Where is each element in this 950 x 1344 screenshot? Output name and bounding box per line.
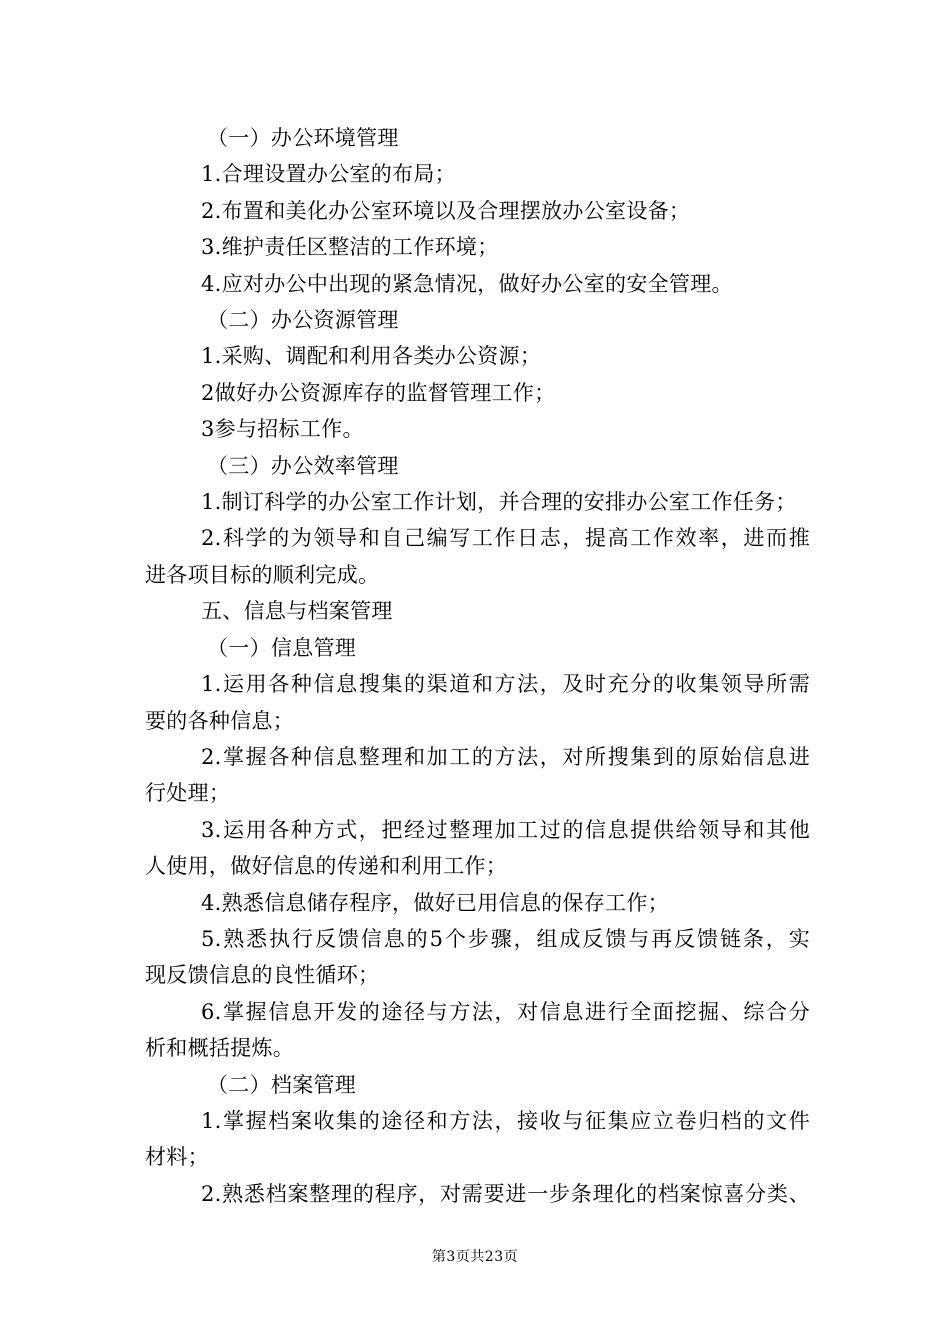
list-item: 3.运用各种方式，把经过整理加工过的信息提供给领导和其他 xyxy=(201,817,810,842)
list-item: 5.熟悉执行反馈信息的5个步骤，组成反馈与再反馈链条，实 xyxy=(201,926,810,951)
list-item: 1.运用各种信息搜集的渠道和方法，及时充分的收集领导所需 xyxy=(201,672,810,697)
list-item: 2.布置和美化办公室环境以及合理摆放办公室设备； xyxy=(201,198,691,223)
list-item: 1.掌握档案收集的途径和方法，接收与征集应立卷归档的文件 xyxy=(201,1108,810,1133)
list-item-continuation: 行处理； xyxy=(145,781,231,806)
list-item: 1.合理设置办公室的布局； xyxy=(201,162,456,187)
list-item: 1.采购、调配和利用各类办公资源； xyxy=(201,344,542,369)
list-item-continuation: 现反馈信息的良性循环； xyxy=(145,963,380,988)
list-item: 2.掌握各种信息整理和加工的方法，对所搜集到的原始信息进 xyxy=(201,744,810,769)
list-item: 4.熟悉信息储存程序，做好已用信息的保存工作； xyxy=(201,890,669,915)
list-item-continuation: 析和概括提炼。 xyxy=(145,1036,295,1061)
document-body xyxy=(145,120,810,1212)
list-item: 2.科学的为领导和自己编写工作日志，提高工作效率，进而推 xyxy=(201,526,810,551)
section-heading: （三）办公效率管理 xyxy=(207,453,399,478)
list-item: 1.制订科学的办公室工作计划，并合理的安排办公室工作任务； xyxy=(201,490,797,515)
list-item: 4.应对办公中出现的紧急情况，做好办公室的安全管理。 xyxy=(201,271,733,296)
list-item: 6.掌握信息开发的途径与方法，对信息进行全面挖掘、综合分 xyxy=(201,999,810,1024)
section-heading: （一）办公环境管理 xyxy=(207,126,399,150)
list-item-continuation: 要的各种信息； xyxy=(145,708,295,733)
list-item-continuation: 人使用，做好信息的传递和利用工作； xyxy=(145,854,508,879)
list-item: 3.维护责任区整洁的工作环境； xyxy=(201,235,499,260)
section-heading: （二）办公资源管理 xyxy=(207,308,399,333)
list-item: 2做好办公资源库存的监督管理工作； xyxy=(201,380,556,405)
list-item: 3参与招标工作。 xyxy=(201,417,364,442)
list-item: 2.熟悉档案整理的程序，对需要进一步条理化的档案惊喜分类、 xyxy=(201,1181,810,1206)
page-number-footer: 第3页共23页 xyxy=(431,1249,519,1265)
section-heading: （一）信息管理 xyxy=(207,635,357,660)
list-item-continuation: 进各项目标的顺利完成。 xyxy=(145,562,380,587)
section-heading: （二）档案管理 xyxy=(207,1072,357,1097)
chapter-heading: 五、信息与档案管理 xyxy=(201,599,393,624)
list-item-continuation: 材料； xyxy=(145,1145,209,1170)
